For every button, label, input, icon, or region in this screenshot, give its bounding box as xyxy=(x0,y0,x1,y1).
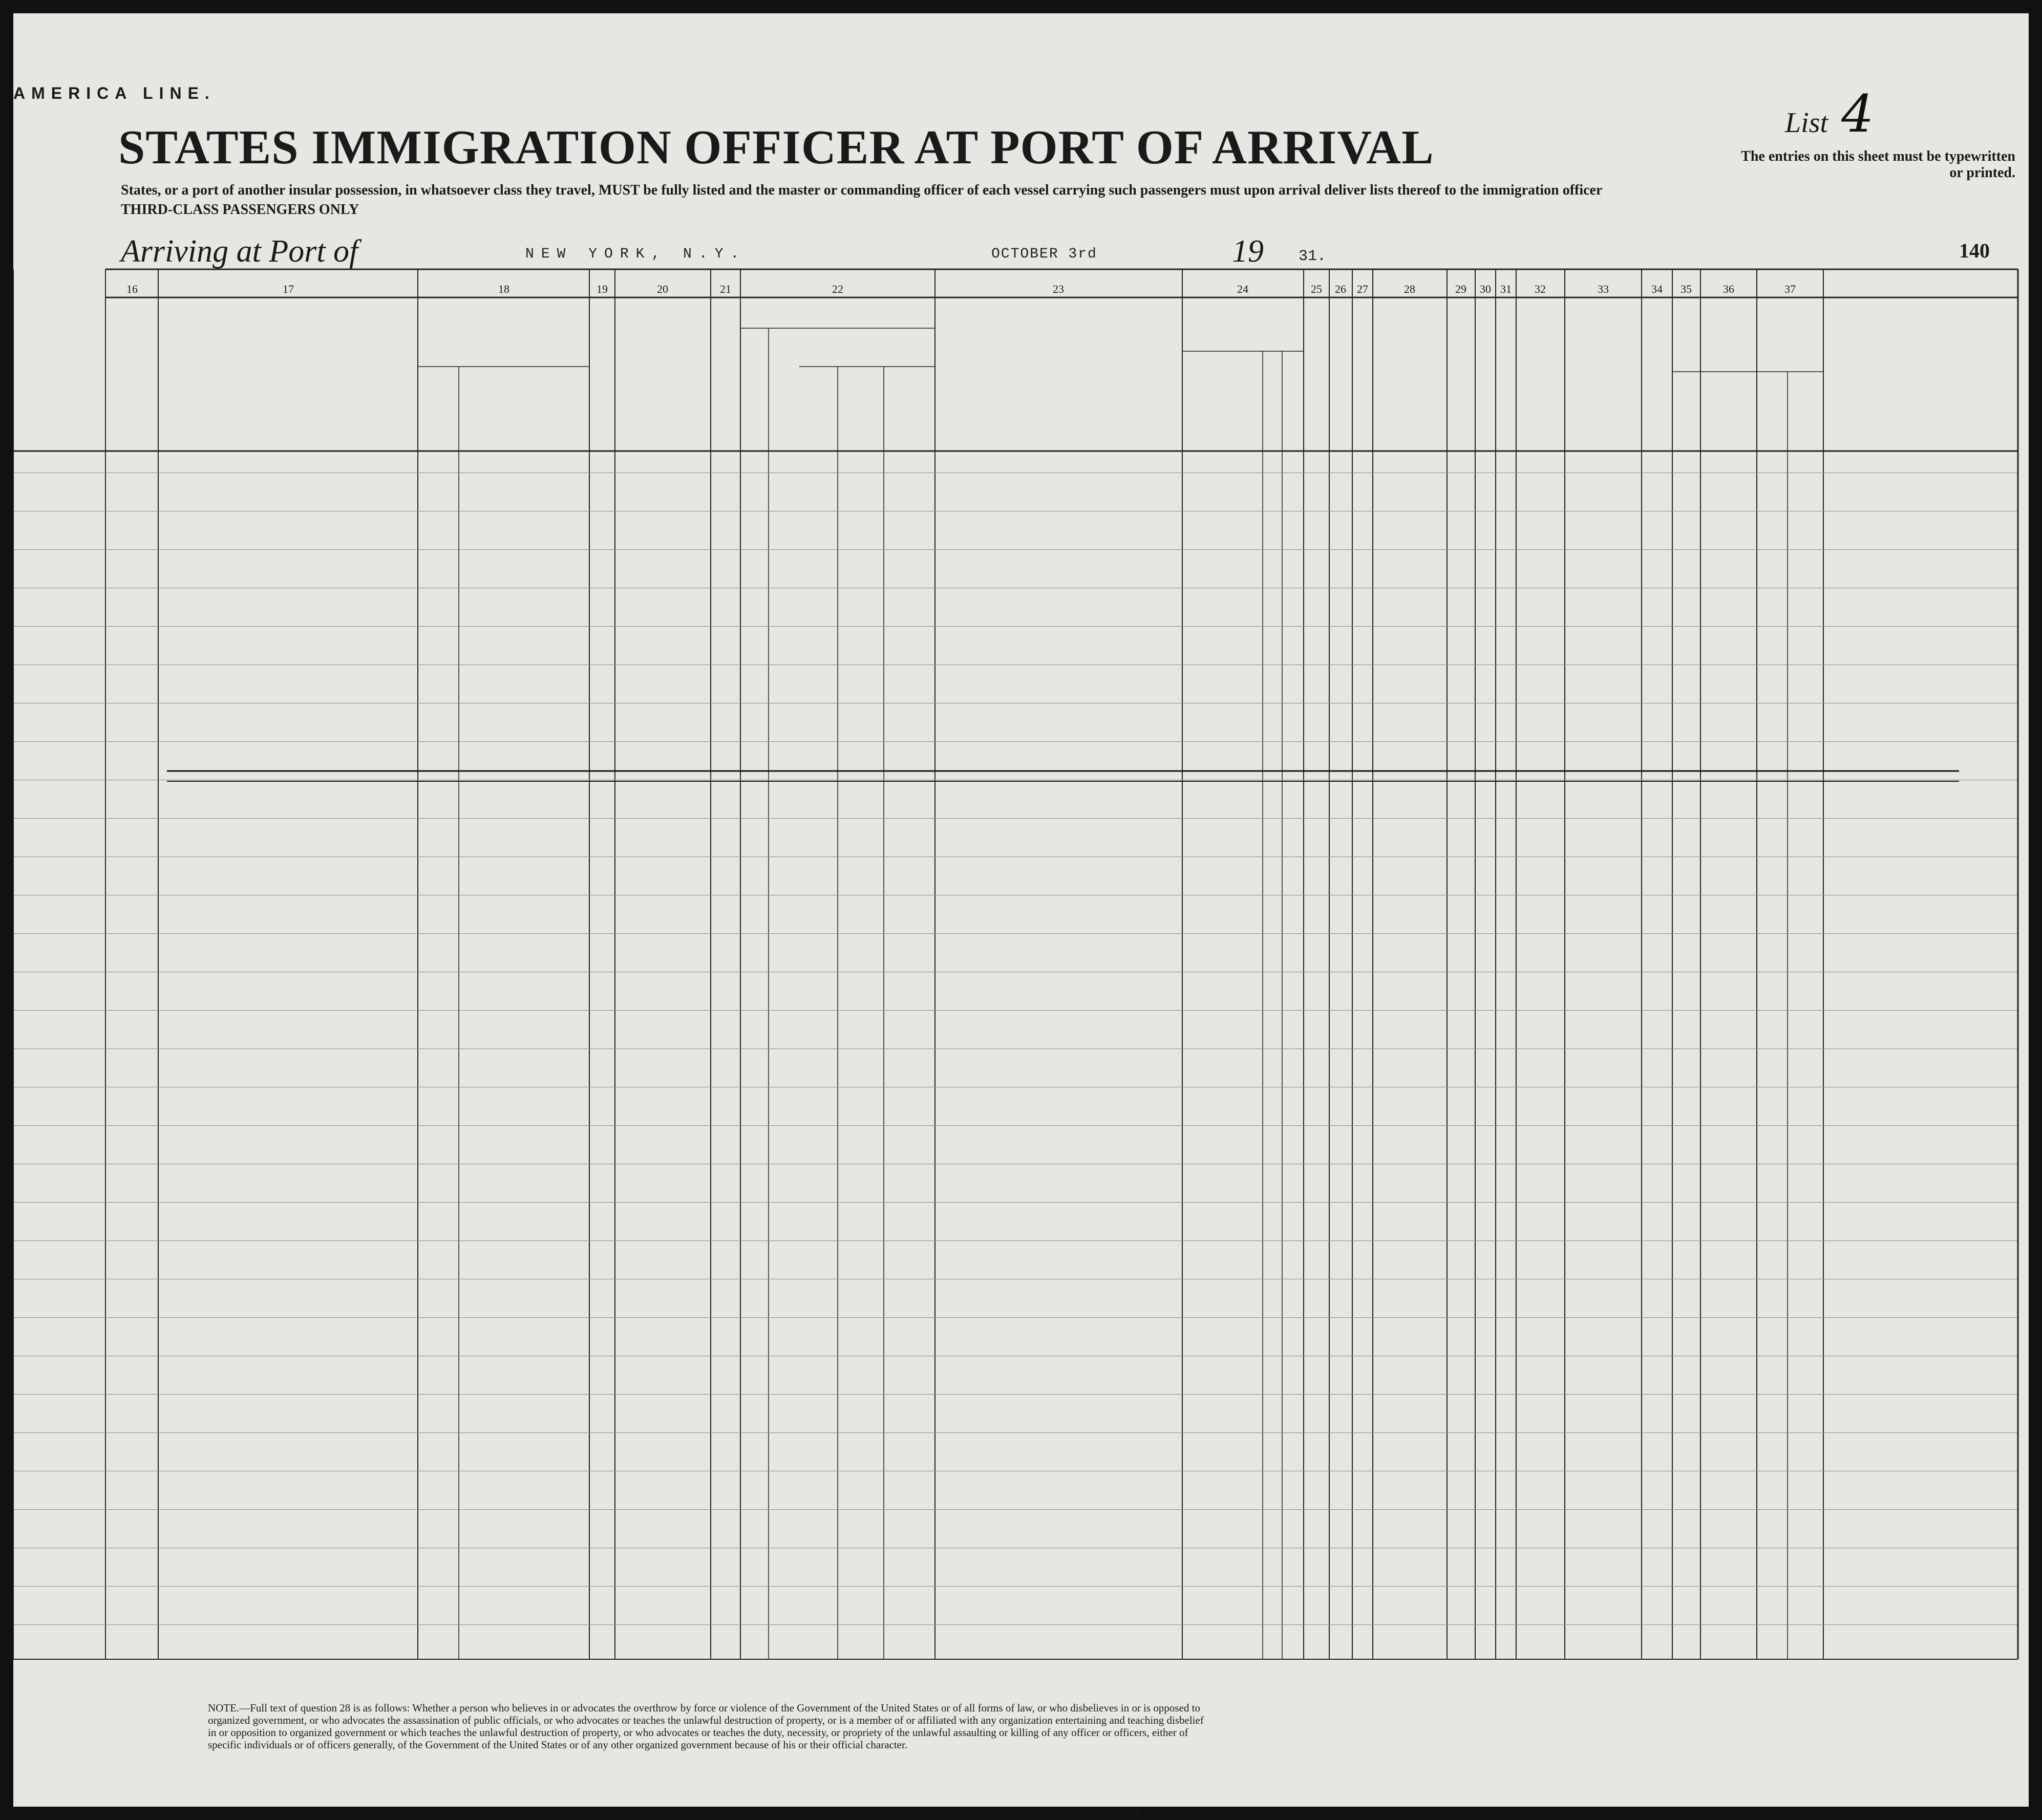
column-number: 25 xyxy=(1311,283,1322,295)
year-prefix: 19 xyxy=(1232,234,1264,269)
typewritten-note: The entries on this sheet must be typewritten or printed. xyxy=(1741,148,2015,181)
column-number: 24 xyxy=(1237,283,1248,295)
column-number: 19 xyxy=(597,283,608,295)
column-number: 36 xyxy=(1723,283,1734,295)
column-number: 21 xyxy=(720,283,731,295)
page-subtitle: States, or a port of another insular possession, in whatsoever class they travel, MUST be fully listed and the master or commanding officer of each vessel carrying such passengers must upon arrival deliver lists thereof to the immigration officer xyxy=(121,182,1603,198)
column-number: 28 xyxy=(1404,283,1415,295)
footnote-question-28: NOTE.—Full text of question 28 is as follows: Whether a person who believes in or advocates the overthrow by force or violence of the Government of the United States or of all forms of law, or who disbelieves in or is opposed to organized government, or who advocates the assassination of public officials, or who advocates or teaches the unlawful destruction of property, or is a member of or affiliated with any organization entertaining and teaching disbelief in or opposition to organized government or which teaches the unlawful destruction of property, or who advocates or teaches the duty, necessity, or propriety of the unlawful assaulting or killing of any officer or officers, either of specific individuals or of officers generally, of the Government of the United States or of any other organized government because of his or their official character. xyxy=(208,1702,1204,1751)
port-of-arrival: NEW YORK, N.Y. xyxy=(525,246,747,262)
column-number: 37 xyxy=(1784,283,1796,295)
passenger-class-label: THIRD-CLASS PASSENGERS ONLY xyxy=(121,202,359,218)
manifest-sheet xyxy=(13,13,2029,1816)
column-number: 17 xyxy=(283,283,294,295)
column-number: 34 xyxy=(1651,283,1663,295)
sheet-number: 140 xyxy=(1959,239,1990,262)
column-number: 20 xyxy=(657,283,668,295)
column-number: 30 xyxy=(1480,283,1491,295)
column-number: 27 xyxy=(1357,283,1368,295)
column-number: 26 xyxy=(1335,283,1346,295)
page-title: STATES IMMIGRATION OFFICER AT PORT OF ARRIVAL xyxy=(118,121,1434,174)
column-number: 23 xyxy=(1053,283,1064,295)
column-number: 22 xyxy=(832,283,843,295)
column-number: 31 xyxy=(1500,283,1512,295)
column-number: 29 xyxy=(1455,283,1466,295)
column-number: 32 xyxy=(1535,283,1546,295)
column-number: 18 xyxy=(498,283,509,295)
column-number: 16 xyxy=(126,283,138,295)
arriving-label: Arriving at Port of xyxy=(121,234,358,269)
arrival-date: OCTOBER 3rd xyxy=(991,246,1097,262)
year-suffix: 31. xyxy=(1299,248,1327,265)
shipping-line-label: AMERICA LINE. xyxy=(13,84,216,102)
column-number: 35 xyxy=(1681,283,1692,295)
list-number: 4 xyxy=(1841,84,1874,144)
list-label: List xyxy=(1785,107,1828,139)
form-number: 14—450 xyxy=(1112,1808,1140,1816)
column-number: 33 xyxy=(1598,283,1609,295)
